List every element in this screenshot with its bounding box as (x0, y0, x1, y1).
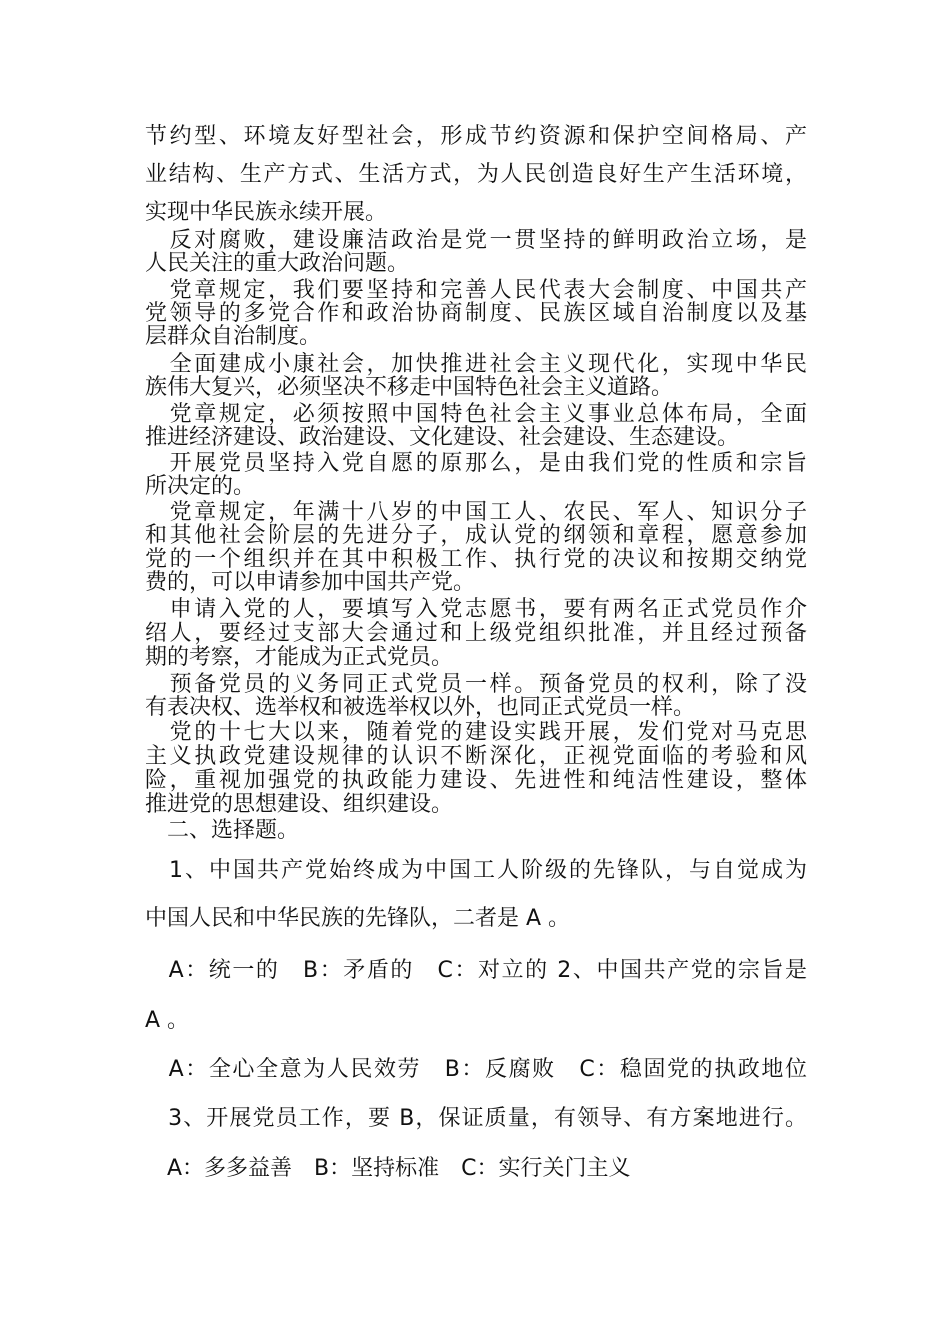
text-line: 和其他社会阶层的先进分子，成认党的纲领和章程，愿意参加 (145, 523, 807, 548)
question-line: 1、中国共产党始终成为中国工人阶级的先锋队，与自觉成为 (145, 858, 807, 883)
text-line: 反对腐败，建设廉洁政治是党一贯坚持的鲜明政治立场，是 (145, 228, 807, 253)
text-line: 党章规定，年满十八岁的中国工人、农民、军人、知识分子 (145, 500, 807, 525)
text-line: 费的，可以申请参加中国共产党。 (145, 570, 476, 595)
text-line: 绍人，要经过支部大会通过和上级党组织批准，并且经过预备 (145, 621, 807, 646)
text-line: 所决定的。 (145, 474, 256, 499)
text-line: 有表决权、选举权和被选举权以外，也同正式党员一样。 (145, 695, 696, 720)
text-line: 层群众自治制度。 (145, 324, 322, 349)
text-line: 节约型、环境友好型社会，形成节约资源和保护空间格局、产 (145, 124, 807, 149)
question-line: 中国人民和中华民族的先锋队，二者是 A 。 (145, 906, 571, 931)
text-line: 预备党员的义务同正式党员一样。预备党员的权利，除了没 (145, 672, 807, 697)
text-line: 推进党的思想建设、组织建设。 (145, 792, 454, 817)
text-line: 实现中华民族永续开展。 (145, 200, 388, 225)
section-heading: 二、选择题。 (145, 818, 300, 843)
text-line: 推进经济建设、政治建设、文化建设、社会建设、生态建设。 (145, 425, 740, 450)
text-line: 人民关注的重大政治问题。 (145, 251, 410, 276)
text-line: 党章规定，我们要坚持和完善人民代表大会制度、中国共产 (145, 278, 807, 303)
text-line: 险，重视加强党的执政能力建设、先进性和纯洁性建设，整体 (145, 768, 807, 793)
text-line: 主义执政党建设规律的认识不断深化，正视党面临的考验和风 (145, 744, 807, 769)
text-line: 业结构、生产方式、生活方式，为人民创造良好生产生活环境， (145, 162, 807, 187)
text-line: 党领导的多党合作和政治协商制度、民族区域自治制度以及基 (145, 301, 807, 326)
text-line: 党章规定，必须按照中国特色社会主义事业总体布局，全面 (145, 402, 807, 427)
text-line: 全面建成小康社会，加快推进社会主义现代化，实现中华民 (145, 352, 807, 377)
options-line: A：多多益善 B：坚持标准 C：实行关门主义 (145, 1156, 631, 1181)
text-line: 族伟大复兴，必须坚决不移走中国特色社会主义道路。 (145, 375, 674, 400)
question-line: 3、开展党员工作，要 B，保证质量，有领导、有方案地进行。 (145, 1106, 807, 1131)
question-line: A 。 (145, 1008, 190, 1033)
text-line: 期的考察，才能成为正式党员。 (145, 645, 454, 670)
text-line: 申请入党的人，要填写入党志愿书，要有两名正式党员作介 (145, 597, 807, 622)
text-line: 党的一个组织并在其中积极工作、执行党的决议和按期交纳党 (145, 547, 807, 572)
text-line: 开展党员坚持入党自愿的原那么，是由我们党的性质和宗旨 (145, 451, 807, 476)
options-line: A：统一的 B：矛盾的 C：对立的 2、中国共产党的宗旨是 (145, 958, 807, 983)
options-line: A：全心全意为人民效劳 B：反腐败 C：稳固党的执政地位 (145, 1057, 807, 1082)
text-line: 党的十七大以来，随着党的建设实践开展，发们党对马克思 (145, 720, 807, 745)
